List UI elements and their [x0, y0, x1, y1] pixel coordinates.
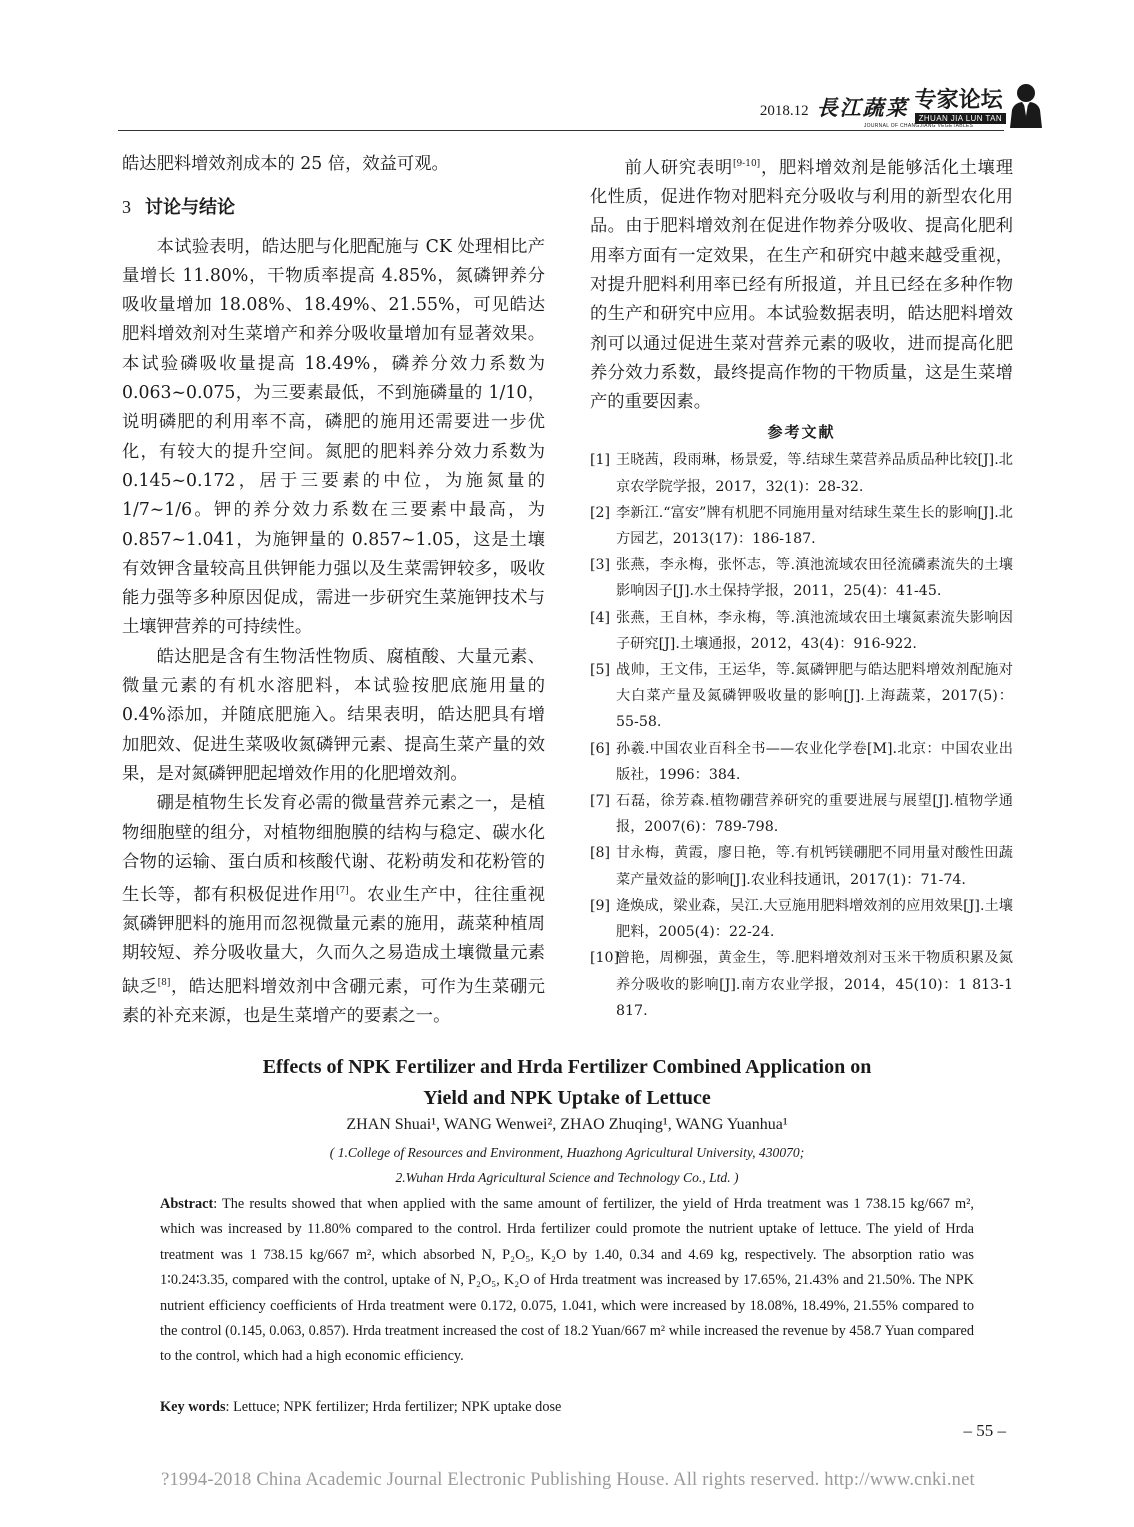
text-run: 硼是植物生长发育必需的微量营养元素之一，是植物细胞壁的组分，对植物细胞膜的结构与稳定、碳水化合物的运输、蛋白质和核酸代谢、花粉萌发和花粉管的生长等，都有积极促进作用 — [122, 793, 545, 905]
citation: [9-10] — [732, 159, 761, 169]
reference-item — [590, 736, 1013, 788]
english-affiliation: ( 1.College of Resources and Environment, Huazhong Agricultural University, 430070; — [329, 1145, 805, 1160]
header-rule — [118, 130, 1004, 131]
reference-number: [2] — [590, 504, 611, 521]
paragraph: 本试验表明，皓达肥与化肥配施与 CK 处理相比产量增长 11.80%，干物质率提高 4.85%，氮磷钾养分吸收量增加 18.08%、18.49%、21.55%，可见皓达肥料增效剂对生菜增产和养分吸收量增加有显著效果。本试验磷吸收量提高 18.49%，磷养分效力系数为 0.063~0.075，为三要素最低，不到施磷量的 1/10，说明磷肥的利用率不高，磷肥的施用还需要进一步优化，有较大的提升空间。氮肥的肥料养分效力系数为 0.145~0.172，居于三要素的中位，为施氮量的 1/7~1/6。钾的养分效力系数在三要素中最高，为 0.857~1.041，为施钾量的 0.857~1.05，这是土壤有效钾含量较高且供钾能力强以及生菜需钾较多，吸收能力强等多种原因促成，需进一步研究生菜施钾技术与土壤钾营养的可持续性。 — [122, 236, 545, 638]
reference-number: [7] — [590, 793, 611, 810]
journal-header — [760, 82, 1006, 130]
english-title-line: Yield and NPK Uptake of Lettuce — [423, 1087, 711, 1109]
reference-number: [3] — [590, 557, 611, 574]
citation: [7] — [336, 886, 349, 897]
abstract-label: Abstract — [160, 1196, 214, 1212]
reference-text: 李新江.“富安”牌有机肥不同施用量对结球生菜生长的影响[J].北方园艺，2013(17)：186-187. — [616, 504, 1013, 548]
reference-text: 张燕，李永梅，张怀志，等.滇池流域农田径流磷素流失的土壤影响因子[J].水土保持学报，2011，25(4)：41-45. — [616, 557, 1013, 600]
keywords-label: Key words — [160, 1399, 226, 1415]
reference-text: 逄焕成，梁业森，吴江.大豆施用肥料增效剂的应用效果[J].土壤肥料，2005(4)：22-24. — [616, 897, 1013, 941]
reference-text: 张燕，王自林，李永梅，等.滇池流域农田土壤氮素流失影响因子研究[J].土壤通报，2012，43(4)：916-922. — [616, 609, 1013, 652]
reference-text: 孙羲.中国农业百科全书——农业化学卷[M].北京：中国农业出版社，1996：384. — [616, 740, 1013, 783]
paragraph-continued: 皓达肥料增效剂成本的 25 倍，效益可观。 — [122, 154, 449, 174]
issue-date: 2018.12 — [759, 103, 809, 119]
english-affiliation: 2.Wuhan Hrda Agricultural Science and Technology Co., Ltd. ) — [395, 1170, 739, 1185]
column-label — [915, 89, 1006, 124]
page-number: – 55 – — [963, 1421, 1006, 1440]
section-title: 讨论与结论 — [145, 197, 235, 219]
reference-item — [590, 605, 1013, 657]
english-title-line: Effects of NPK Fertilizer and Hrda Fertilizer Combined Application on — [262, 1056, 872, 1078]
text-run: 前人研究表明 — [624, 157, 733, 178]
text-run: ，肥料增效剂是能够活化土壤理化性质，促进作物对肥料充分吸收与利用的新型农化用品。由于肥料增效剂在促进作物养分吸收、提高化肥利用率方面有一定效果，在生产和研究中越来越受重视，对提升肥料利用率已经有所报道，并且已经在多种作物的生产和研究中应用。本试验数据表明，皓达肥料增效剂可以通过促进生菜对营养元素的吸收，进而提高化肥养分效力系数，最终提高作物的干物质量，这是生菜增产的重要因素。 — [590, 157, 1013, 413]
reference-text: 王晓茜，段雨琳，杨景爱，等.结球生菜营养品质品种比较[J].北京农学院学报，2017，32(1)：28-32. — [616, 452, 1013, 495]
reference-item — [590, 552, 1013, 604]
speaker-silhouette-icon — [1008, 82, 1044, 128]
journal-title: 長江蔬菜 — [816, 95, 909, 120]
reference-text: 甘永梅，黄霞，廖日艳，等.有机钙镁硼肥不同用量对酸性田蔬菜产量效益的影响[J].农业科技通讯，2017(1)：71-74. — [616, 845, 1013, 888]
abstract-text: : The results showed that when applied with the same amount of fertilizer, the yield of Hrda treatment was 1 738.15 kg/667 m², which was increased by 11.80% compared to the control. Hrda fertilizer could promote the nutrient uptake of lettuce. The yield of Hrda treatment was 1 738.15 kg/667 m², which absorbed N, P₂O₅, K₂O by 1.40, 0.34 and 4.69 kg, respectively. The absorption ratio was 1∶0.24∶3.35, compared with the control, uptake of N, P₂O₅, K₂O of Hrda treatment was increased by 17.65%, 21.43% and 21.50%. The NPK nutrient efficiency coefficients of Hrda treatment were 0.172, 0.075, 1.041, which were increased by 18.08%, 18.49%, 21.55% compared to the control (0.145, 0.063, 0.857). Hrda treatment increased the cost of 18.2 Yuan/667 m² while increased the revenue by 458.7 Yuan compared to the control, which had a high economic efficiency. — [160, 1196, 974, 1365]
paragraph — [590, 150, 1013, 417]
english-abstract — [160, 1192, 974, 1370]
reference-number: [10] — [590, 950, 620, 967]
section-heading — [122, 193, 545, 222]
reference-number: [6] — [590, 740, 611, 757]
english-authors: ZHAN Shuai¹, WANG Wenwei², ZHAO Zhuqing¹, WANG Yuanhua¹ — [346, 1116, 788, 1133]
reference-item — [590, 500, 1013, 552]
reference-number: [9] — [590, 897, 611, 914]
journal-title-en: JOURNAL OF CHANGJIANG VEGETABLES — [863, 123, 974, 129]
reference-item — [590, 447, 1013, 499]
reference-number: [8] — [590, 845, 611, 862]
column-label-en: ZHUAN JIA LUN TAN — [915, 113, 1006, 124]
reference-item — [590, 945, 1013, 1024]
reference-item — [590, 893, 1013, 945]
reference-text: 石磊，徐芳森.植物硼营养研究的重要进展与展望[J].植物学通报，2007(6)：789-798. — [616, 793, 1013, 836]
reference-item — [590, 788, 1013, 840]
keywords-text: : Lettuce; NPK fertilizer; Hrda fertilizer; NPK uptake dose — [225, 1399, 562, 1415]
text-run: ，皓达肥料增效剂中含硼元素，可作为生菜硼元素的补充来源，也是生菜增产的要素之一。 — [122, 976, 545, 1026]
reference-text: 曾艳，周柳强，黄金生，等.肥料增效剂对玉米干物质积累及氮养分吸收的影响[J].南方农业学报，2014，45(10)：1 813-1 817. — [616, 950, 1013, 1019]
reference-text: 战帅，王文伟，王运华，等.氮磷钾肥与皓达肥料增效剂配施对大白菜产量及氮磷钾吸收量的影响[J].上海蔬菜，2017(5)：55-58. — [616, 662, 1013, 731]
left-column — [122, 150, 545, 1031]
english-title — [122, 1052, 1012, 1114]
text-run: 。农业生产中，往往重视氮磷钾肥料的施用而忽视微量元素的施用，蔬菜种植周期较短、养分吸收量大，久而久之易造成土壤微量元素缺乏 — [122, 884, 545, 997]
reference-list — [590, 447, 1013, 1023]
section-number: 3 — [122, 197, 131, 218]
references-heading: 参考文献 — [767, 423, 836, 442]
right-column — [590, 150, 1013, 1024]
citation: [8] — [157, 977, 171, 988]
reference-item — [590, 657, 1013, 736]
reference-item — [590, 840, 1013, 892]
paragraph — [122, 789, 545, 1031]
reference-number: [1] — [590, 452, 611, 469]
reference-number: [4] — [590, 609, 611, 626]
copyright-watermark: ?1994-2018 China Academic Journal Electronic Publishing House. All rights reserved. http://www.cnki.net — [161, 1470, 975, 1490]
paragraph: 皓达肥是含有生物活性物质、腐植酸、大量元素、微量元素的有机水溶肥料，本试验按肥底施用量的 0.4%添加，并随底肥施入。结果表明，皓达肥具有增加肥效、促进生菜吸收氮磷钾元素、提高生菜产量的效果，是对氮磷钾肥起增效作用的化肥增效剂。 — [122, 646, 545, 784]
english-keywords — [160, 1396, 974, 1418]
column-label-cn: 专家论坛 — [914, 88, 1003, 113]
reference-number: [5] — [590, 662, 611, 679]
